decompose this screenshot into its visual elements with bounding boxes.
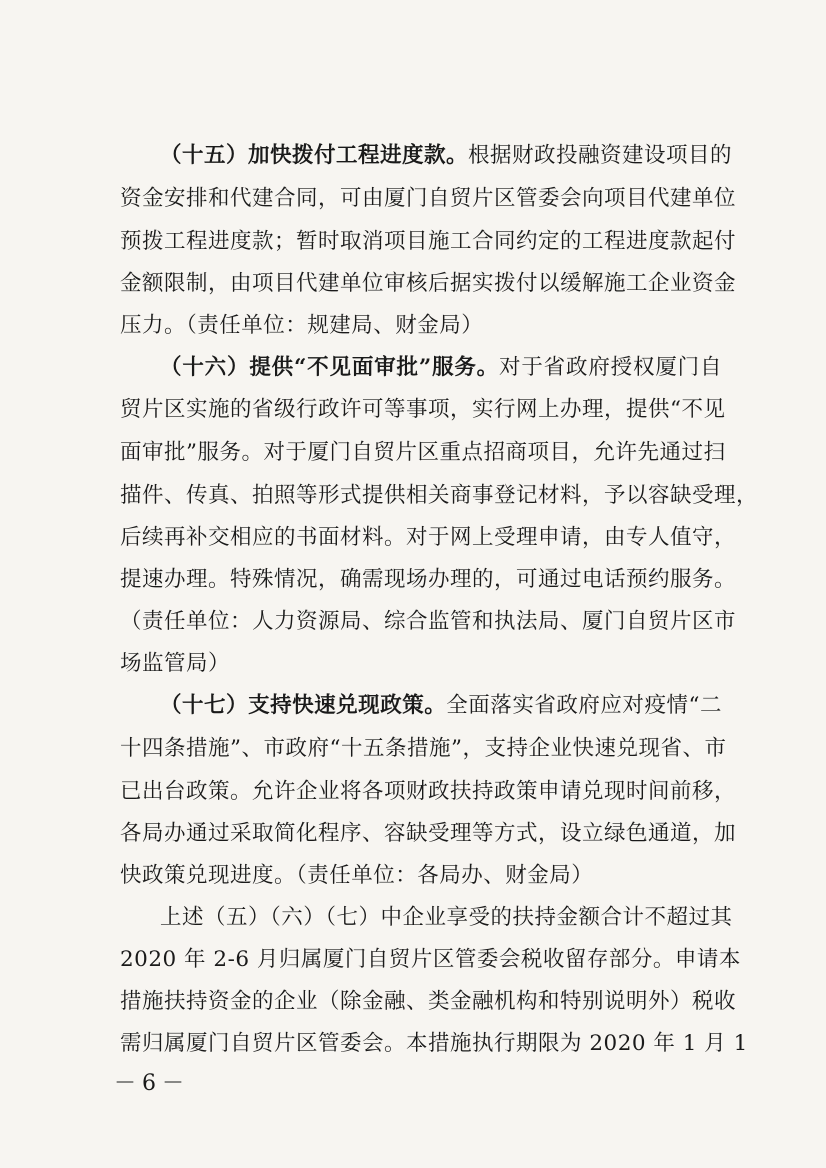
paragraph-17-line-3: 已出台政策。允许企业将各项财政扶持政策申请兑现时间前移， [120,779,737,804]
paragraph-16-text: 对于省政府授权厦门自 [499,355,722,380]
paragraph-17-text: 全面落实省政府应对疫情“二 [446,693,722,718]
paragraph-15-heading: （十五）加快拨付工程进度款。 [160,143,469,168]
closing-paragraph-line-1: 上述（五）（六）（七）中企业享受的扶持金额合计不超过其 [160,905,733,930]
paragraph-15-line-1 [160,140,733,172]
paragraph-15-text: 根据财政投融资建设项目的 [468,143,733,168]
paragraph-16-line-3: 面审批”服务。对于厦门自贸片区重点招商项目，允许先通过扫 [120,440,726,465]
closing-paragraph-line-4: 需归属厦门自贸片区管委会。本措施执行期限为 2020 年 1 月 1 [120,1031,748,1056]
closing-paragraph-line-2: 2020 年 2-6 月归属厦门自贸片区管委会税收留存部分。申请本 [120,947,741,972]
paragraph-16-line-2: 贸片区实施的省级行政许可等事项，实行网上办理，提供“不见 [120,397,726,422]
paragraph-17-heading: （十七）支持快速兑现政策。 [160,693,447,718]
paragraph-15-line-4: 金额限制，由项目代建单位审核后据实拨付以缓解施工企业资金 [120,271,737,296]
paragraph-17-line-2: 十四条措施”、市政府“十五条措施”，支持企业快速兑现省、市 [120,736,727,761]
closing-paragraph-line-3: 措施扶持资金的企业（除金融、类金融机构和特别说明外）税收 [120,989,737,1014]
paragraph-15-line-5: 压力。（责任单位：规建局、财金局） [120,313,484,338]
paragraph-16-line-6: 提速办理。特殊情况，确需现场办理的，可通过电话预约服务。 [120,567,737,592]
paragraph-15-line-3: 预拨工程进度款；暂时取消项目施工合同约定的工程进度款起付 [120,229,737,254]
paragraph-17-line-1 [160,690,722,722]
paragraph-16-line-5: 后续再补交相应的书面材料。对于网上受理申请，由专人值守， [120,525,737,550]
page-number: －6－ [114,1071,190,1096]
paragraph-16-line-1 [160,352,722,384]
paragraph-17-line-4: 各局办通过采取简化程序、容缺受理等方式，设立绿色通道，加 [120,821,737,846]
paragraph-16-line-8: 场监管局） [120,651,231,676]
paragraph-16-line-7: （责任单位：人力资源局、综合监管和执法局、厦门自贸片区市 [120,609,737,634]
paragraph-17-line-5: 快政策兑现进度。（责任单位：各局办、财金局） [120,863,594,888]
paragraph-16-heading: （十六）提供“不见面审批”服务。 [160,355,500,380]
paragraph-16-line-4: 描件、传真、拍照等形式提供相关商事登记材料，予以容缺受理， [120,483,759,508]
paragraph-15-line-2: 资金安排和代建合同，可由厦门自贸片区管委会向项目代建单位 [120,186,737,211]
